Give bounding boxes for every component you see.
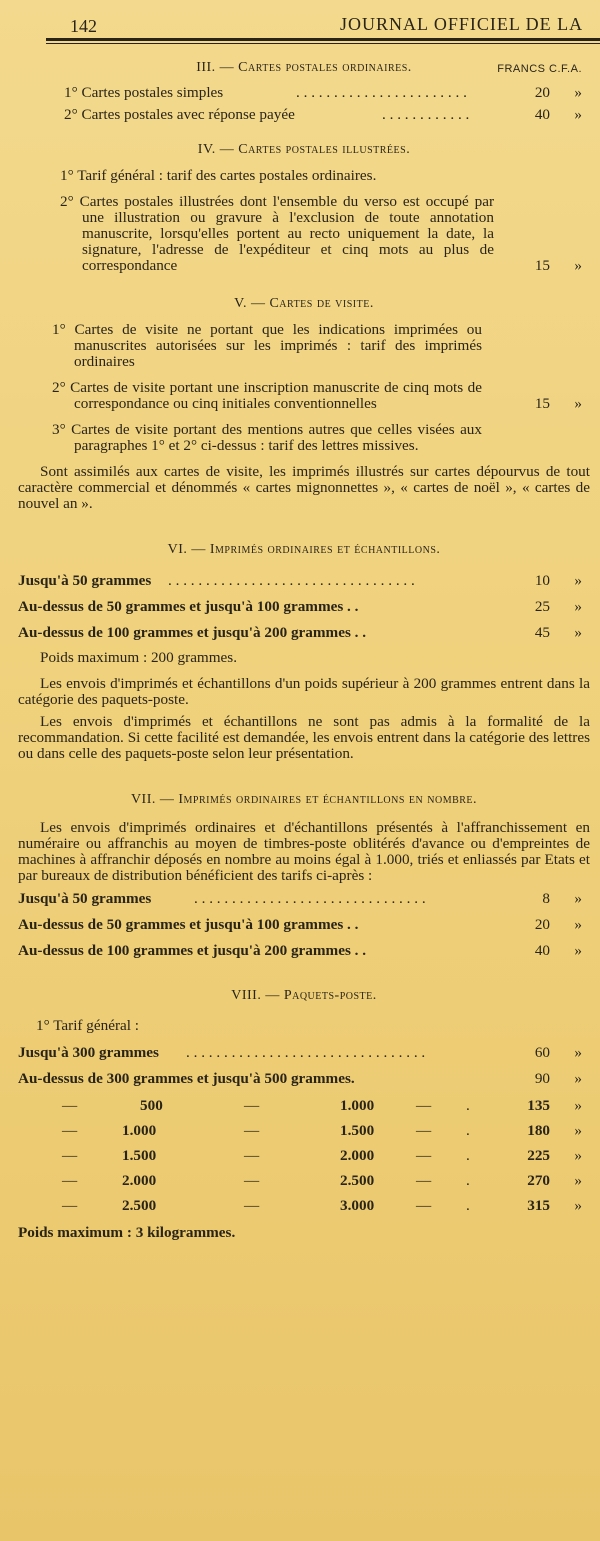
row-label: Au-dessus de 300 grammes et jusqu'à 500 grammes. bbox=[18, 1070, 355, 1087]
grid-from: 2.000 bbox=[122, 1172, 157, 1189]
s5-paragraph: Sont assimilés aux cartes de visite, les imprimés illustrés sur cartes dépourvus de tout caractère commercial et dénommés « cartes mignonnettes », « cartes de noël », « cartes de nouvel an ». bbox=[18, 463, 590, 512]
row-mark: » bbox=[574, 106, 582, 123]
journal-title: JOURNAL OFFICIEL DE LA bbox=[340, 14, 584, 34]
row-mark: » bbox=[574, 624, 582, 641]
row-value: 90 bbox=[534, 1070, 550, 1087]
s4-item-2 bbox=[18, 194, 590, 274]
grid-value: 180 bbox=[527, 1122, 550, 1139]
row-mark: » bbox=[574, 84, 582, 101]
row-value: 20 bbox=[534, 84, 550, 101]
s5-item-2-value: 15 bbox=[534, 395, 550, 412]
s8-grid-row-2 bbox=[18, 1119, 590, 1144]
grid-value: 135 bbox=[527, 1097, 550, 1114]
dash: — bbox=[416, 1097, 432, 1114]
s6-paragraph-2: Les envois d'imprimés et échantillons ne sont pas admis à la formalité de la recommandation. Si cette facilité est demandée, les envois entrent dans la catégorie des lettres ou dans celle des paquets-poste selon leur présentation. bbox=[18, 713, 590, 762]
row-value: 8 bbox=[542, 890, 550, 907]
s7-row-3 bbox=[18, 940, 590, 966]
row-mark: » bbox=[574, 916, 582, 933]
grid-to: 2.000 bbox=[340, 1147, 375, 1164]
grid-from: 1.500 bbox=[122, 1147, 157, 1164]
row-value: 40 bbox=[534, 942, 550, 959]
row-value: 40 bbox=[534, 106, 550, 123]
section-iv-title: IV. — Cartes postales illustrées. bbox=[197, 142, 411, 157]
page-number: 142 bbox=[70, 16, 97, 36]
s8-tarif-general: 1° Tarif général : bbox=[36, 1017, 139, 1034]
row-value: 10 bbox=[534, 572, 550, 589]
section-viii-title: VIII. — Paquets-poste. bbox=[231, 988, 377, 1003]
grid-from: 1.000 bbox=[122, 1122, 157, 1139]
s7-paragraph: Les envois d'imprimés ordinaires et d'échantillons présentés à l'affranchissement en numéraire ou affranchis au moyen de timbres-poste oblitérés d'avance ou d'empreintes de machines à affranchir déposés en nombre au moins égal à 1.000, triés et enliassés par Etats et par bureaux de distribution bénéficient des tarifs ci-après : bbox=[18, 819, 590, 884]
row-label: Jusqu'à 300 grammes bbox=[18, 1044, 159, 1061]
dash: — bbox=[62, 1122, 78, 1139]
leader-dots: . . . . . . . . . . . . . . . . . . . . . . . . . . . . . . . bbox=[194, 891, 426, 907]
row-mark: » bbox=[574, 1044, 582, 1061]
row-mark: » bbox=[574, 598, 582, 615]
dot: . bbox=[466, 1197, 470, 1214]
row-value: 45 bbox=[534, 624, 550, 641]
s8-row-1 bbox=[18, 1042, 590, 1068]
dash: — bbox=[62, 1197, 78, 1214]
grid-from: 2.500 bbox=[122, 1197, 157, 1214]
row-value: 60 bbox=[534, 1044, 550, 1061]
grid-mark: » bbox=[574, 1172, 582, 1189]
grid-value: 225 bbox=[527, 1147, 550, 1164]
currency-label: FRANCS C.F.A. bbox=[497, 63, 582, 75]
row-label: 2° Cartes postales avec réponse payée bbox=[64, 106, 295, 123]
section-vi-title: VI. — Imprimés ordinaires et échantillons. bbox=[167, 542, 441, 557]
s6-row-3 bbox=[18, 622, 590, 648]
dot: . bbox=[466, 1147, 470, 1164]
section-vi-heading bbox=[18, 542, 590, 570]
s8-grid-row-1 bbox=[18, 1094, 590, 1119]
section-iv-heading bbox=[18, 142, 590, 168]
row-mark: » bbox=[574, 942, 582, 959]
grid-mark: » bbox=[574, 1147, 582, 1164]
dot: . bbox=[466, 1097, 470, 1114]
s5-item-2-text: 2° Cartes de visite portant une inscription manuscrite de cinq mots de correspondance ou cinq initiales conventionnelles bbox=[52, 379, 482, 412]
leader-dots: . . . . . . . . . . . . . . . . . . . . . . . bbox=[296, 85, 467, 101]
leader-dots: . . . . . . . . . . . . bbox=[382, 107, 470, 123]
section-iii-heading bbox=[18, 60, 590, 82]
s4-item-2-text: 2° Cartes postales illustrées dont l'ensemble du verso est occupé par une illustration ou gravure à l'exclusion de toute annotation manuscrite, lorsqu'elles portent au recto uniquement la date, la signature, l'adresse de l'expéditeur et cinq mots au plus de correspondance bbox=[60, 193, 494, 274]
dash: — bbox=[416, 1122, 432, 1139]
dash: — bbox=[416, 1197, 432, 1214]
section-vii-title: VII. — Imprimés ordinaires et échantillons en nombre. bbox=[130, 792, 478, 807]
s7-row-1 bbox=[18, 888, 590, 914]
s6-row-1 bbox=[18, 570, 590, 596]
header-rule bbox=[46, 38, 600, 41]
header-rule-thin bbox=[46, 43, 600, 44]
s5-item-3: 3° Cartes de visite portant des mentions autres que celles visées aux paragraphes 1° et 2° ci-dessus : tarif des lettres missives. bbox=[52, 421, 482, 454]
grid-from: 500 bbox=[140, 1097, 163, 1114]
dot: . bbox=[466, 1172, 470, 1189]
s8-grid-row-5 bbox=[18, 1194, 590, 1219]
s6-row-2 bbox=[18, 596, 590, 622]
s7-row-2 bbox=[18, 914, 590, 940]
row-mark: » bbox=[574, 572, 582, 589]
s5-item-1: 1° Cartes de visite ne portant que les indications imprimées ou manuscrites autorisées sur les imprimés : tarif des imprimés ordinaires bbox=[52, 321, 482, 370]
dash: — bbox=[244, 1197, 260, 1214]
page-header bbox=[58, 14, 600, 38]
s3-row-1 bbox=[64, 82, 590, 104]
row-value: 20 bbox=[534, 916, 550, 933]
dash: — bbox=[244, 1097, 260, 1114]
s8-max-weight: Poids maximum : 3 kilogrammes. bbox=[18, 1224, 236, 1241]
section-vii-heading bbox=[18, 792, 590, 820]
row-label: Jusqu'à 50 grammes bbox=[18, 572, 152, 589]
s8-grid-row-3 bbox=[18, 1144, 590, 1169]
s4-item-2-value: 15 bbox=[534, 257, 550, 274]
dash: — bbox=[244, 1122, 260, 1139]
section-v-title: V. — Cartes de visite. bbox=[234, 296, 374, 311]
dash: — bbox=[62, 1147, 78, 1164]
row-label: Au-dessus de 100 grammes et jusqu'à 200 grammes . . bbox=[18, 624, 367, 641]
dot: . bbox=[466, 1122, 470, 1139]
s3-row-2 bbox=[64, 104, 590, 126]
row-label: Jusqu'à 50 grammes bbox=[18, 890, 152, 907]
s4-item-1: 1° Tarif général : tarif des cartes postales ordinaires. bbox=[60, 167, 377, 184]
grid-mark: » bbox=[574, 1197, 582, 1214]
grid-value: 270 bbox=[527, 1172, 550, 1189]
s6-max-weight: Poids maximum : 200 grammes. bbox=[40, 649, 238, 666]
s6-paragraph-1: Les envois d'imprimés et échantillons d'un poids supérieur à 200 grammes entrent dans la catégorie des paquets-poste. bbox=[18, 675, 590, 708]
row-label: Au-dessus de 100 grammes et jusqu'à 200 grammes . . bbox=[18, 942, 367, 959]
dash: — bbox=[416, 1147, 432, 1164]
s8-row-2 bbox=[18, 1068, 590, 1094]
row-label: 1° Cartes postales simples bbox=[64, 84, 224, 101]
s5-item-2-mark: » bbox=[574, 395, 582, 412]
dash: — bbox=[62, 1097, 78, 1114]
section-viii-heading bbox=[18, 988, 590, 1018]
section-iii-title: III. — Cartes postales ordinaires. bbox=[196, 60, 412, 75]
row-value: 25 bbox=[534, 598, 550, 615]
row-mark: » bbox=[574, 1070, 582, 1087]
grid-value: 315 bbox=[527, 1197, 550, 1214]
s5-item-2 bbox=[18, 380, 590, 412]
row-label: Au-dessus de 50 grammes et jusqu'à 100 grammes . . bbox=[18, 916, 359, 933]
leader-dots: . . . . . . . . . . . . . . . . . . . . . . . . . . . . . . . . bbox=[186, 1045, 426, 1061]
dash: — bbox=[416, 1172, 432, 1189]
dash: — bbox=[244, 1172, 260, 1189]
s4-item-2-mark: » bbox=[574, 257, 582, 274]
row-mark: » bbox=[574, 890, 582, 907]
s8-grid-row-4 bbox=[18, 1169, 590, 1194]
grid-mark: » bbox=[574, 1122, 582, 1139]
grid-to: 1.000 bbox=[340, 1097, 375, 1114]
section-v-heading bbox=[18, 296, 590, 322]
grid-mark: » bbox=[574, 1097, 582, 1114]
grid-to: 3.000 bbox=[340, 1197, 375, 1214]
dash: — bbox=[244, 1147, 260, 1164]
leader-dots: . . . . . . . . . . . . . . . . . . . . . . . . . . . . . . . . . bbox=[168, 573, 415, 589]
row-label: Au-dessus de 50 grammes et jusqu'à 100 grammes . . bbox=[18, 598, 359, 615]
dash: — bbox=[62, 1172, 78, 1189]
grid-to: 1.500 bbox=[340, 1122, 375, 1139]
grid-to: 2.500 bbox=[340, 1172, 375, 1189]
document-body bbox=[18, 60, 590, 1241]
